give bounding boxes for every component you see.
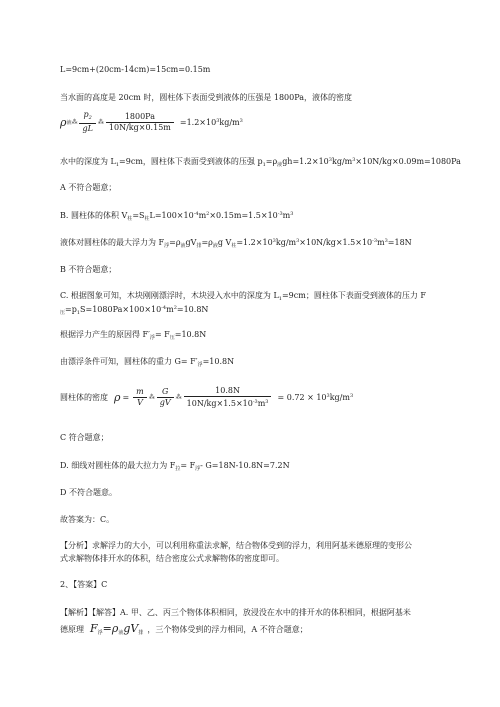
fraction [157, 387, 174, 408]
exponent: 3 [272, 238, 276, 244]
text: m [377, 238, 385, 247]
buoyancy-formula [90, 622, 143, 636]
text: gV [185, 238, 197, 247]
symbol: g [123, 622, 131, 635]
subscript: 排 [196, 243, 202, 249]
equals-mark: ⁂ [71, 118, 78, 126]
text: = F [154, 330, 170, 339]
exponent: 3 [352, 157, 356, 163]
text-line [60, 553, 284, 564]
text: L=100×10 [149, 211, 194, 220]
exponent: -3 [252, 399, 258, 405]
text: S=1080Pa×100×10 [80, 305, 162, 314]
text-line [60, 155, 461, 171]
text-line [60, 607, 411, 618]
subscript: 液 [66, 119, 72, 126]
verdict: B 不符合题意； [60, 265, 117, 274]
text-line [60, 432, 109, 443]
subscript: 柱 [144, 216, 150, 222]
text: m [166, 305, 174, 314]
text: - G=18N-10.8N=7.2N [200, 461, 290, 470]
text: m [198, 211, 207, 220]
exponent: 3 [296, 238, 300, 244]
verdict: C 符合题意； [60, 433, 109, 442]
numerator: 1800Pa [106, 112, 174, 123]
text: 由漂浮条件可知，圆柱体的重力 G= F′ [60, 357, 198, 366]
subscript: 浮 [197, 362, 203, 368]
unit: kg/m [329, 393, 350, 402]
exponent: 3 [328, 157, 332, 163]
denominator: 10N/kg×1.5×10 [186, 399, 253, 408]
subscript: 1 [278, 296, 282, 302]
text-line [60, 540, 412, 551]
formula-prefix: 圆柱体的密度 [60, 393, 108, 402]
exponent: 2 [173, 305, 177, 311]
fraction [79, 110, 95, 134]
subscript: 浮 [195, 466, 201, 472]
numerator: G [157, 387, 174, 398]
text: ，三个物体受到的浮力相同，A 不符合题意； [147, 624, 308, 634]
result-value: = 0.72 × 10 [277, 393, 327, 402]
numerator: m [133, 387, 147, 398]
symbol: V [130, 622, 139, 635]
text: kg/m [331, 157, 353, 166]
subscript: 柱 [231, 243, 237, 249]
unit: m [257, 399, 266, 408]
text: C. 根据图象可知，木块刚刚漂浮时，木块浸入水中的深度为 L [60, 291, 279, 300]
verdict: A 不符合题意； [60, 183, 117, 192]
result [277, 393, 353, 402]
unit: kg/m [219, 117, 240, 127]
exponent: 3 [326, 393, 330, 399]
exponent: 3 [349, 393, 354, 399]
text: =10.8N [202, 357, 235, 366]
text: 水中的深度为 L [60, 157, 116, 166]
question-heading: 2、【答案】C [60, 580, 108, 589]
subscript: 1 [262, 162, 266, 168]
cylinder-density-formula [60, 386, 353, 409]
subscript: 2 [88, 115, 92, 121]
fraction [106, 112, 174, 133]
text: g V [217, 238, 232, 247]
text: =9cm，圆柱体下表面受到液体的压强 p [119, 157, 263, 166]
numerator: p [83, 110, 89, 119]
equals-mark: ⁂ [97, 118, 104, 126]
text: =S [132, 211, 145, 220]
density-formula [60, 110, 243, 134]
text: =1.2×10 [236, 238, 273, 247]
subscript: 拉 [175, 466, 181, 472]
subscript: 液 [180, 243, 186, 249]
subscript: 浮 [164, 243, 170, 249]
text-line [60, 64, 210, 75]
text: kg/m [275, 238, 297, 247]
denominator: gV [159, 398, 171, 407]
analysis-text: 【分析】求解浮力的大小，可以利用称重法求解，结合物体受到的浮力，利用阿基米德原理的变形公 [60, 541, 412, 550]
subscript: 浮 [149, 335, 155, 341]
subscript: 液 [277, 162, 283, 168]
subscript: 液 [212, 243, 218, 249]
text: m [282, 211, 291, 220]
text-line [60, 236, 412, 252]
text-line [60, 209, 293, 225]
text: 德原理 [60, 624, 84, 634]
text: B. 圆柱体的体积 V [60, 211, 128, 220]
denominator: gL [82, 124, 93, 133]
exponent: 3 [239, 117, 243, 124]
fraction [133, 387, 147, 408]
rho-symbol: ρ [60, 115, 67, 129]
text: ×10N/kg×0.09m=1080Pa [355, 157, 461, 166]
exponent: 3 [265, 399, 269, 405]
exponent: 3 [384, 238, 388, 244]
exponent: 3 [216, 117, 220, 124]
verdict: D 不符合题意。 [60, 488, 117, 497]
exponent: -3 [372, 238, 378, 244]
text-line [60, 92, 352, 103]
analysis-text: 式求解物体排开水的体积，结合密度公式求解物体的密度即可。 [60, 554, 284, 563]
text: = F [180, 461, 196, 470]
fraction [184, 386, 272, 409]
text: =ρ [201, 238, 213, 247]
text-line [60, 264, 116, 275]
subscript: 压 [169, 335, 175, 341]
text-line [60, 303, 208, 319]
solution-text: 【解析】【解答】A. 甲、乙、丙三个物体体积相同，放浸没在水中的排开水的体积相同，根据阿基米 [60, 608, 411, 617]
text-line [60, 329, 206, 344]
paragraph-text: 当水面的高度是 20cm 时，圆柱体下表面受到液体的压强是 1800Pa，液体的密度 [60, 93, 353, 102]
text-line [60, 622, 308, 636]
rho-symbol: ρ [111, 622, 119, 635]
text-line [60, 487, 117, 498]
text: =ρ [169, 238, 181, 247]
text: =p [65, 305, 77, 314]
text: gh=1.2×10 [282, 157, 329, 166]
equals-mark: ⁂ [175, 394, 182, 401]
subscript: 浮 [97, 630, 103, 636]
text: 液体对圆柱体的最大浮力为 F [60, 238, 165, 247]
symbol: F [90, 622, 98, 635]
equals-sign: = [102, 622, 112, 635]
subscript: 压 [60, 310, 66, 316]
subscript: 1 [76, 310, 81, 316]
text: =18N [387, 238, 412, 247]
exponent: -4 [193, 211, 199, 217]
exponent: -4 [161, 305, 167, 311]
subscript: 排 [138, 630, 144, 636]
exponent: 3 [290, 211, 294, 217]
denominator: V [137, 398, 143, 407]
text-line [60, 182, 116, 193]
result [180, 118, 243, 127]
text: ×0.15m=1.5×10 [209, 211, 278, 220]
text-line [60, 579, 107, 590]
equals-mark: ⁂ [148, 394, 155, 401]
subscript: 柱 [127, 216, 133, 222]
exponent: -3 [277, 211, 283, 217]
numerator: 10.8N [184, 386, 272, 397]
rho-symbol: ρ [114, 391, 121, 404]
text: =10.8N [176, 305, 209, 314]
text: =10.8N [174, 330, 207, 339]
subscript: 1 [115, 162, 120, 168]
text: =9cm；圆柱体下表面受到液体的压力 F [281, 291, 426, 300]
result-value: =1.2×10 [179, 117, 217, 127]
text-line [60, 460, 290, 475]
text: 根据浮力产生的原因得 F′ [60, 330, 150, 339]
equals-sign: = [122, 393, 130, 402]
text: =ρ [265, 157, 278, 166]
text: D. 细线对圆柱体的最大拉力为 F [60, 461, 176, 470]
calc-length: L=9cm+(20cm-14cm)=15cm=0.15m [60, 65, 211, 74]
subscript: 液 [118, 630, 124, 636]
exponent: 2 [206, 211, 210, 217]
denominator: 10N/kg×0.15m [108, 122, 171, 132]
text-line [60, 356, 234, 371]
answer-text: 故答案为：C。 [60, 515, 115, 524]
text-line [60, 514, 114, 525]
text: ×10N/kg×1.5×10 [299, 238, 373, 247]
